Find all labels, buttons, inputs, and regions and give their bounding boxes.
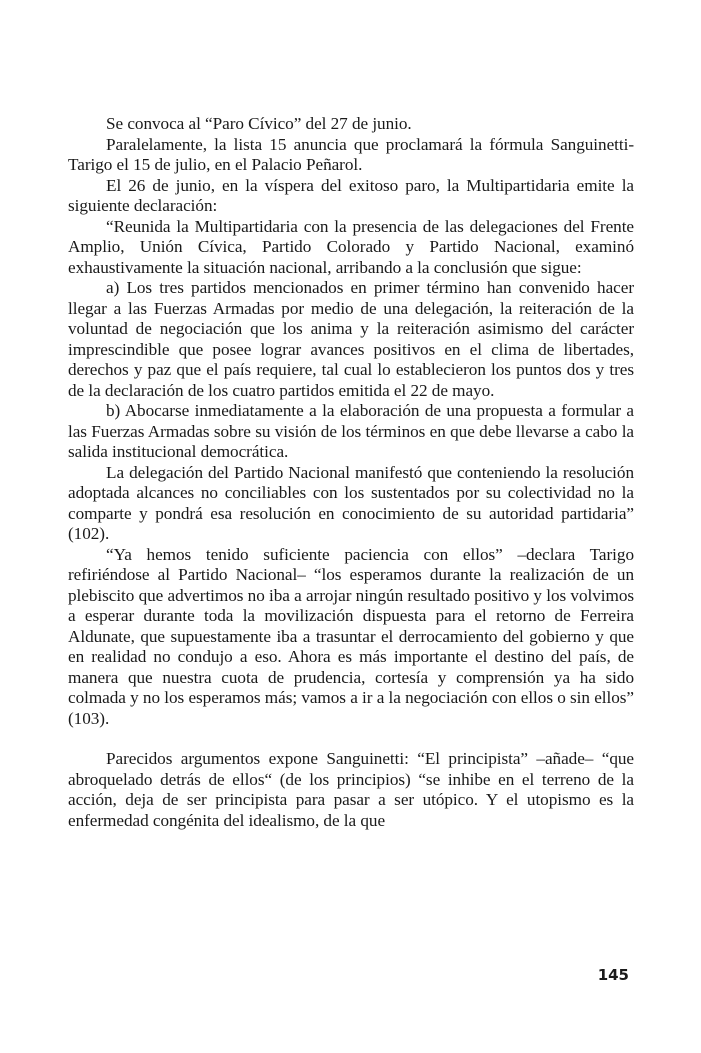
paragraph: “Reunida la Multipartidaria con la presencia de las delegaciones del Frente Amplio, Unión Cívica, Partido Colorado y Partido Nacional, examinó exhaustivamente la situación nacional, arribando a la conclusión que sigue:: [68, 216, 634, 277]
paragraph: Parecidos argumentos expone Sanguinetti: “El principista” –añade– “que abroquelado detrás de ellos“ (de los principios) “se inhibe en el terreno de la acción, deja de ser principista para pasar a ser utópico. Y el utopismo es la enfermedad congénita del idealismo, de la que: [68, 749, 634, 830]
body-text: [68, 114, 634, 831]
paragraph: b) Abocarse inmediatamente a la elaboración de una propuesta a formular a las Fuerzas Armadas sobre su visión de los términos en que debe llevarse a cabo la salida institucional democrática.: [68, 401, 634, 461]
paragraph: La delegación del Partido Nacional manifestó que conteniendo la resolución adoptada alcances no conciliables con los sustentados por su colectividad no la comparte y pondrá esa resolución en conocimiento de su autoridad partidaria” (102).: [68, 462, 634, 543]
paragraph: a) Los tres partidos mencionados en primer término han convenido hacer llegar a las Fuerzas Armadas por medio de una delegación, la reiteración de la voluntad de negociación que los anima y la reiteración asimismo del carácter imprescindible que posee lograr avances positivos en el clima de libertades, derechos y paz que el país requiere, tal cual lo establecieron los puntos dos y tres de la declaración de los cuatro partidos emitida el 22 de mayo.: [68, 278, 634, 400]
paragraph: Se convoca al “Paro Cívico” del 27 de junio.: [106, 114, 412, 133]
paragraph: “Ya hemos tenido suficiente paciencia con ellos” –declara Tarigo refiriéndose al Partido Nacional– “los esperamos durante la realización de un plebiscito que advertimos no iba a arrojar ningún resultado positivo y los volvimos a esperar durante toda la movilización dispuesta para el retorno de Ferreira Aldunate, que supuestamente iba a trasuntar el derrocamiento del gobierno y que en realidad no condujo a eso. Ahora es más importante el destino del país, de manera que nuestra cuota de prudencia, cortesía y comprensión ya ha sido colmada y no los esperamos más; vamos a ir a la negociación con ellos o sin ellos” (103).: [68, 544, 634, 728]
paragraph: El 26 de junio, en la víspera del exitoso paro, la Multipartidaria emite la siguiente declaración:: [68, 175, 634, 215]
paragraph: Paralelamente, la lista 15 anuncia que proclamará la fórmula Sanguinetti-Tarigo el 15 de julio, en el Palacio Peñarol.: [68, 134, 634, 174]
page-number: 145: [597, 966, 629, 984]
